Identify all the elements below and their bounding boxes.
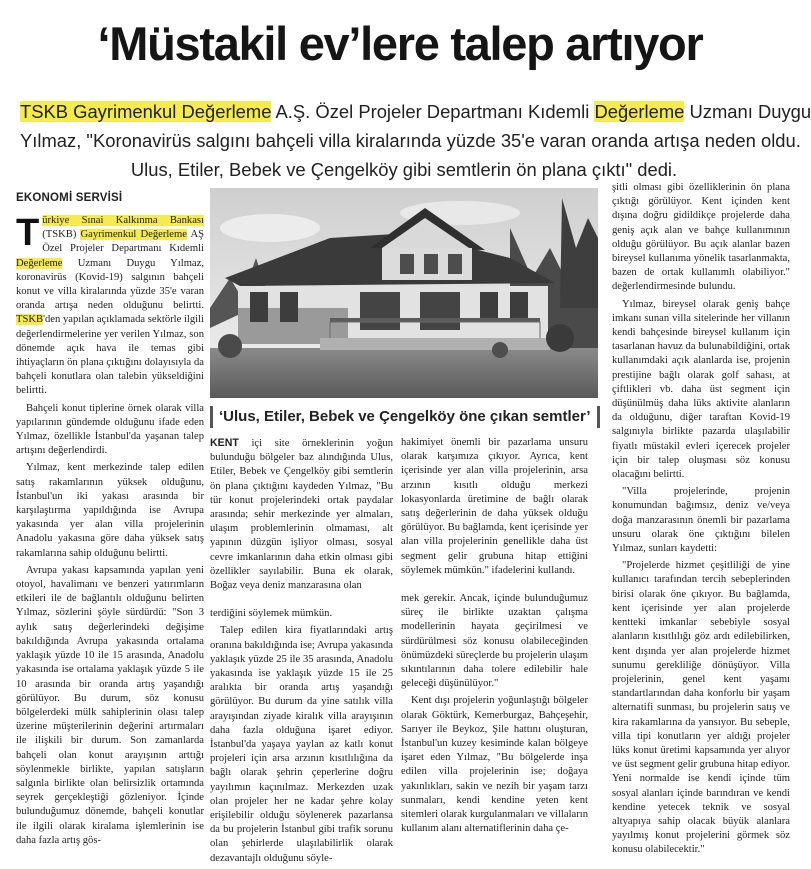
caption-text: ‘Ulus, Etiler, Bebek ve Çengelköy öne çıkan semtler’ xyxy=(210,406,600,428)
text: Uzmanı Duygu Yılmaz, koronavirüs (Kovid-19) salgının bahçeli konut ve villa kiralarında yüzde 35'e varan oranda artışa neden olduğunu belirtti. xyxy=(16,257,204,312)
paragraph xyxy=(210,436,393,593)
byline: EKONOMİ SERVİSİ xyxy=(16,192,123,204)
column-1 xyxy=(16,214,204,851)
lead-text: A.Ş. Özel Projeler Departmanı Kıdemli xyxy=(271,101,595,122)
column-2 xyxy=(210,436,393,869)
paragraph: Yılmaz, kent merkezinde talep edilen satış rakamlarının yüksek olduğunu, İstanbul'un iki yakası arasında bir karşılaştırma yapıldığında ise Avrupa yakasında yer alan villa projelerinin Anadolu yakasına göre daha yüksek satış rakamlarına sahip olduğunu belirtti. xyxy=(16,462,204,559)
paragraph: Talep edilen kira fiyatlarındaki artış oranına bakıldığında ise; Avrupa yakasında yaklaşık yüzde 25 ile 35 arasında, Anadolu yakasında ise yaklaşık yüzde 15 ile 25 aralıkta bir oranda artış yaşandığı görülüyor. Bu durum da yine satılık villa arayışından ziyade kiralık villa arayışının daha fazla olduğuna işaret ediyor. İstanbul'da yaşaya yaylan az katlı konut projeleri için arsa arzının kısıtlılığına da bağlı olarak şehrin çeperlerine doğru yayılımın kaçınılmaz. Merkezden uzak olan projeler her ne kadar şehre kolay erişilebilir olduğu söylenerek pazarlansa da bu projelerin İstanbul gibi trafik sorunu olan şehirlerde ulaşılabilirlik olarak dezavantajlı olduğunu söyle- xyxy=(210,625,393,864)
highlight: ürkiye Sınai Kalkınma Bankası xyxy=(42,215,204,226)
paragraph: mek gerekir. Ancak, içinde bulunduğumuz süreç ile birlikte uzaktan çalışma modellerinin hayata geçirilmesi ve sürdürülmesi söz konusu olabileceğinden önümüzdeki süreçlerde bu projelerin ulaşım sıkıntılarının daha tolere edilebilir hale geleceği düşünülüyor." xyxy=(401,593,588,690)
paragraph: hakimiyet önemli bir pazarlama unsuru olarak karşımıza çıkıyor. Ayrıca, kent içerisinde yer alan villa projelerinin, arsa arzının kısıtlı olduğu merkezi lokasyonlarda üretimine de bağlı olarak satış değerlerinin de daha yüksek olduğu görülüyor. Bu bağlamda, kent içerisinde yer alan villa projelerinin genellikle daha üst segment gelir grubuna hitap ettiğini söylemek mümkün." ifadelerini kullandı. xyxy=(401,437,588,576)
lead-word: KENT xyxy=(210,437,239,449)
paragraph: Kent dışı projelerin yoğunlaştığı bölgeler olarak Göktürk, Kemerburgaz, Bahçeşehir, Sarıyer ile Beykoz, Şile hattını oluşturan, İstanbul'un kuzey kesiminde kalan bölgeye işaret eden Yılmaz, "Bu bölgelerde inşa edilen villa projelerinin ise; doğaya yakınlıkları, sakin ve nezih bir yaşam tarzı sunmaları, kendi kendine yeten kent sitemleri olarak kurgulanmaları ve villaların kullanım alanı alternatiflerinin daha çe- xyxy=(401,695,588,835)
text: AŞ Özel Projeler Departmanı Kıdemli xyxy=(42,229,204,255)
paragraph xyxy=(16,214,204,399)
paragraph: şitli olması gibi özelliklerinin ön plana çıktığı görülüyor. Kent içinden kent dışına doğru gidildikçe projelerde daha geniş açık alan ve bahçe kullanımının olduğu görülüyor. Bu açık alanlar bazen bireysel kullanıma yönelik tasarlanmakta, bazen de ortak kullanımlı olabiliyor." değerlendirmesinde bulundu. xyxy=(612,182,790,293)
text: 'den yapılan açıklamada sektörle ilgili değerlendirmelerine yer verilen Yılmaz, son dönemde açık hava ile temas gibi ihtiyaçların ön plana çıktığını dolayısıyla da bahçeli konutlara olan talebin yükseldiğini belirtti. xyxy=(16,314,204,397)
text: (TSKB) xyxy=(42,229,81,241)
villa-house-photo xyxy=(210,188,598,398)
paragraph: Yılmaz, bireysel olarak geniş bahçe imkanı sunan villa sitelerinde her villanın kendi bahçesinde bireysel kullanım için tasarlanan havuz da bulunabildiğini, ortak kullanımdaki açık alanlarda ise, projenin prestijine bağlı olarak golf sahası, at çiftlikleri vb. daha üst segment için düşünülmüş daha lüks aktivite alanların da olduğunu, diğer taraftan Kovid-19 salgınıyla birlikte pazarda ulaşılabilir fiyatlı müstakil evleri içerecek projeler için bir talep oluşması söz konusu olacağını belirtti. xyxy=(612,298,790,481)
lead-paragraph xyxy=(20,97,811,184)
lead-line-1 xyxy=(20,97,811,126)
highlight: TSKB xyxy=(16,314,44,326)
paragraph: "Projelerde hizmet çeşitliliği de yine kullanıcı tarafından tercih sebeplerinden birisi olarak öne çıkıyor. Bu bağlamda, kent içerisinde yer alan projelerde kentteki imkanlar sebebiyle sosyal alanların kısıtlılığı göz ardı edilebilirken, kent dışında yer alan projelerde hizmet sunumu gerekliliğe dönüşüyor. Villa projelerinin, genel kent yaşamı standartlarından daha konforlu bir yaşam alternatifi sunması, bu projelerin satış ve kira rakamlarına da yansıyor. Bu sebeple, villa tipi konutların yer aldığı projeler lüks konut üretimi kapsamında yer alıyor ve üst segment gelir grubuna hitap ediyor. Yeni normalde ise kendi içinde tüm sosyal alanları içinde barındıran ve kendi kendine yetecek teknik ve sosyal altyapıya sahip olacak büyük alanlara yayılmış konut projelerini görmek söz konusu olabilecektir." xyxy=(612,560,790,856)
paragraph: terdiğini söylemek mümkün. xyxy=(210,608,333,620)
lead-text: Uzmanı Duygu xyxy=(684,101,811,122)
highlight-degerleme: Değerleme xyxy=(594,101,685,122)
paragraph: Avrupa yakası kapsamında yapılan yeni otoyol, havalimanı ve benzeri yatırımların etkileri ile de bağlantılı olduğunu belirten Yılmaz, sözlerini şöyle sürdürdü: "Son 3 aylık satış değerlerindeki değişime bakıldığında Avrupa yakasında ortalama yaklaşık yüzde 10 ile 15 arasında, Anadolu yakasında ise ortalama yaklaşık yüzde 5 ile 10 arasında bir oranda artış yaşandığı görülüyor. Bu durum, söz konusu bölgelerdeki mülk sahiplerinin olası talep üzerine müşterilerinin değerini artırmaları ile ilişkili bir durum. Son zamanlarda bahçeli olan konut arayışının arttığı söylenmekle birlikte, yapılan satışların salgınla birlikte olan belirsizlik ortamında seyrek gerçekleştiği gözleniyor. İçinde bulunduğumuz dönemde, bahçeli konutlar ile ilgili olarak kiralama işlemlerinin ise daha fazla artış gös- xyxy=(16,564,204,846)
column-3 xyxy=(401,436,588,839)
paragraph: "Villa projelerinde, projenin konumundan bağımsız, deniz ve/veya doğa manzarasının önemli bir pazarlama unsuru olarak öne çıktığını bilelen Yılmaz, sunları kaydetti: xyxy=(612,486,790,555)
drop-cap: T xyxy=(16,212,40,254)
photo-caption xyxy=(210,402,598,432)
highlight-tskb: TSKB Gayrimenkul Değerleme xyxy=(20,101,272,122)
highlight: Değerleme xyxy=(16,257,63,269)
lead-line-3: Ulus, Etiler, Bebek ve Çengelköy gibi semtlerin ön plana çıktı" dedi. xyxy=(130,159,678,180)
headline: ‘Müstakil ev’lere talep artıyor xyxy=(97,17,703,70)
paragraph: Bahçeli konut tiplerine örnek olarak villa yapılarının gündemde olduğunu ifade eden Yılmaz, özellikle İstanbul'da yaşanan talep artışını değerlendirdi. xyxy=(16,402,204,457)
column-4 xyxy=(612,181,790,861)
highlight: Gayrimenkul Değerleme xyxy=(80,229,187,241)
lead-line-2: Yılmaz, "Koronavirüs salgını bahçeli villa kiralarında yüzde 35'e varan oranda artışa neden oldu. xyxy=(20,130,801,151)
text: içi site örneklerinin yoğun bulunduğu bölgeler baz alındığında Ulus, Etiler, Bebek ve Çengelköy gibi semtlerin ön plana çıktığını kaydeden Yılmaz, "Bu tür konut projelerindeki ortak paydalar arasında; sehir merkezinde yer almaları, ulaşım problemlerinin olmaması, alt yapının düzgün işliyor olması, sosyal cevre imkanlarının daha etkin olması gibi özellikler sayılabilir. Buna ek olarak, Boğaz veya deniz manzarasına olan xyxy=(210,438,393,592)
house-photo-icon xyxy=(210,188,598,398)
